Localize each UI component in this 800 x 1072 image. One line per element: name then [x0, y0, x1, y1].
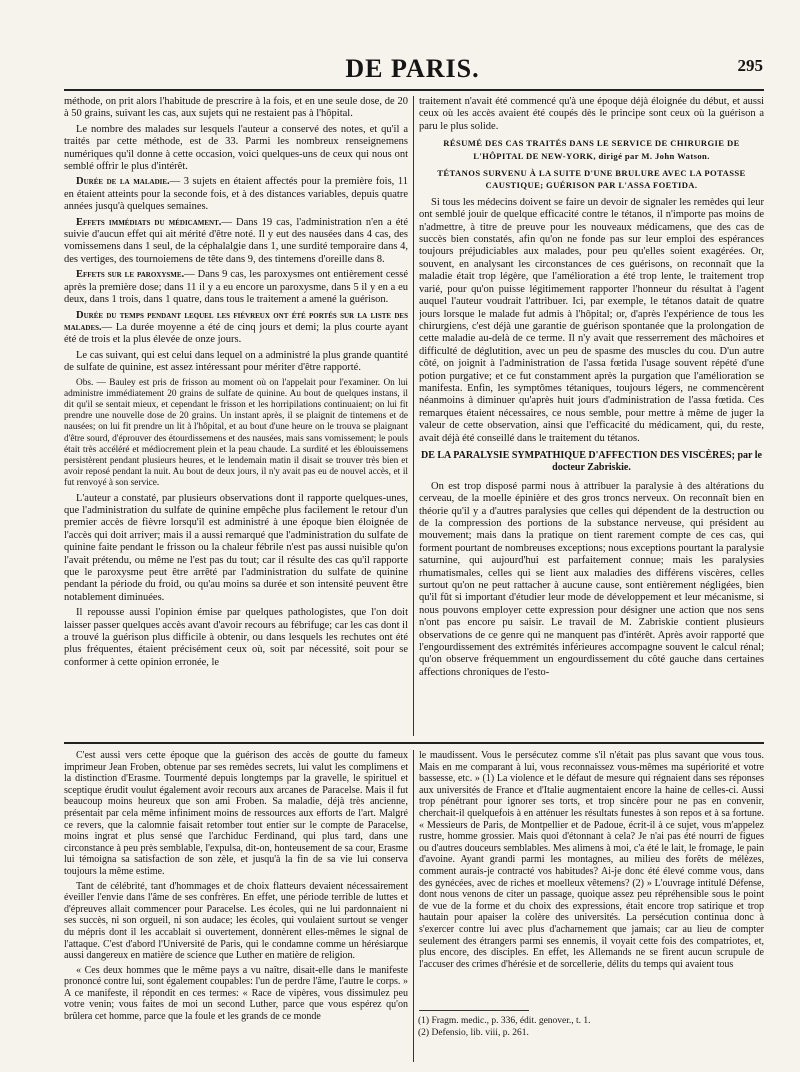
paragraph: Le cas suivant, qui est celui dans lequel on a administré la plus grande quantité de sulfate de quinine, est assez intéressant pour mériter d'être rapporté.: [64, 349, 408, 374]
paragraph-label: Durée du temps pendant lequel les fiévreux ont été portés sur la liste des malades.: [64, 309, 408, 333]
paragraph: Si tous les médecins doivent se faire un devoir de signaler les remèdes qui leur ont semblé jouir de quelque efficacité contre le tétanos, il n'importe pas moins de n'admettre, à titre de preuve pour les nouveaux médicamens, que des cas de succès bien constatés, afin qu'on ne fonde pas sur leur emploi des espérances toujours préjudiciables aux malades, pour peu qu'elles soient exagérées. Or, souvent, en analysant les circonstances de ces guérisons, on reconnaît que la maladie était trop légère, que l'amélioration a été trop lente, le traitement trop varié, pour qu'on puisse légitimement rapporter l'honneur du résultat à l'agent auquel l'auteur voudrait l'attribuer. Ici, par exemple, le tétanos datait de quatre jours lorsque le malade fut admis à l'hôpital; or, d'après l'expérience de tous les chirurgiens, c'est déjà une garantie de guérison spontanée que la prolongation de cette maladie au-delà de ce terme. Il n'y avait que resserrement des mâchoires et difficulté de déglutition, avec un peu de spasme des muscles du cou. D'un autre côté, on joignit à l'administration de l'assa fœtida l'usage souvent répété d'une potion purgative; et ce fut constamment après la purgation que l'amélioration se manifesta. Enfin, les symptômes tétaniques, toujours légers, ne commencèrent néanmoins à diminuer qu'après huit jours d'administration de l'assa fœtida. Ces remarques étaient nécessaires, ce nous semble, pour mettre à même de juger la valeur de cette observation, ainsi que l'efficacité du médicament, qui, du reste, avait déjà été conseillé dans le traitement du tétanos.: [419, 196, 764, 444]
page-number: 295: [737, 56, 763, 75]
right-column: [419, 96, 764, 736]
paragraph: Le nombre des malades sur lesquels l'auteur a conservé des notes, et qu'il a traités par cette méthode, est de 33. Parmi les nombreux renseignemens numériques qu'il donne à cette occasion, voici quelques-uns de ceux qui nous ont semblé offrir le plus d'intérêt.: [64, 123, 408, 173]
paragraph: — Dans 19 cas, l'administration n'en a été suivie d'aucun effet qui ait mérité d'être noté. Il y eut des nausées dans 4 cas, des vomissemens dans 1 seul, de la céphalalgie dans 1, une surdité temporaire dans 4, des vertiges, des tournoiemens de tête dans 9, des tintemens d'oreille dans 8.: [64, 216, 408, 265]
paragraph: L'auteur a constaté, par plusieurs observations dont il rapporte quelques-unes, que l'administration du sulfate de quinine empêche plus facilement le retour d'un premier accès de fièvre lorsqu'il est administré à une époque bien éloignée de l'accès qui doit arriver; mais il a aussi remarqué que l'administration du sulfate de quinine faite pendant le frisson ou la chaleur fébrile n'est pas aussi nuisible qu'on l'avait prétendu, ou même ne l'est pas du tout; car il résulte des cas qu'il rapporte que le paroxysme peut être arrêté par l'administration du sulfate de quinine pendant la période du froid, ou qu'au moins sa durée et son intensité peuvent être notablement diminuées.: [64, 492, 408, 603]
paragraph: traitement n'avait été commencé qu'à une époque déjà éloignée du début, et aussi ceux où les accès avaient été coupés dès le principe sont ceux où la guérison a paru le plus solide.: [419, 96, 764, 132]
feuilleton-right-column: [419, 750, 764, 1005]
left-column: [64, 96, 408, 736]
paragraph: Tant de célébrité, tant d'hommages et de choix flatteurs devaient nécessairement éveiller l'envie dans l'âme de ses confrères. En effet, une période terrible de luttes et d'épreuves allait commencer pour Paracelse. Les écoles, qui ne lui pardonnaient ni ses succès, ni son orgueil, ni son audace; les écoles, qui voulaient surtout se venger du mépris dont il les accablait si ouvertement, donnèrent elles-mêmes le signal de l'attaque. C'est d'abord l'Université de Paris, qui le condamne comme un hérésiarque aussi dangereux en matière de science que Luther en matière de religion.: [64, 880, 408, 962]
paragraph: « Ces deux hommes que le même pays a vu naître, disait-elle dans le manifeste prononcé contre lui, sont également coupables: l'un de perdre l'âme, l'autre le corps. » A ce manifeste, il répondit en ces termes: « Race de vipères, vous dissimulez peu votre venin; vous faites de moi un second Luther, parce que vous espérez qu'on brûlera cet homme, parce que la foule et les grands de ce monde: [64, 964, 408, 1023]
page-title: DE PARIS.: [345, 54, 480, 83]
paragraph: — Dans 9 cas, les paroxysmes ont entièrement cessé après la première dose; dans 11 il y a eu encore un paroxysme, dans 5 il y en a eu deux, dans 1 trois, dans 1 quatre, dans tous le traitement a amené la guérison.: [64, 269, 408, 306]
feuilleton-rule: [64, 742, 764, 744]
footnote-rule: [419, 1010, 529, 1011]
paragraph: — 3 sujets en étaient affectés pour la première fois, 11 en étaient atteints pour la seconde fois, et à des distances variables, depuis quatre années jusqu'à quelques semaines.: [64, 176, 408, 213]
footnote: (1) Fragm. medic., p. 336, édit. genover., t. 1.: [418, 1016, 591, 1026]
paragraph: — La durée moyenne a été de cinq jours et demi; la plus courte ayant été de trois et la plus élevée de onze jours.: [64, 321, 408, 346]
paragraph: Il repousse aussi l'opinion émise par quelques pathologistes, que l'on doit laisser passer quelques accès avant d'avoir recours au fébrifuge; car les cas dont il a trouvé la guérison plus difficile à obtenir, ou dans lesquels les rechutes ont été plus fréquentes, étaient précisément ceux où, soit par nécessité, soit pour se conformer à cette opinion erronée, le: [64, 607, 408, 668]
paragraph-label: Effets sur le paroxysme.: [76, 269, 185, 281]
page-header: [60, 48, 765, 88]
header-rule: [64, 89, 764, 91]
column-divider: [413, 96, 414, 736]
paragraph: le maudissent. Vous le persécutez comme s'il n'était pas plus savant que vous tous. Mais en me comparant à lui, vous reconnaissez vous-mêmes ma supériorité et votre bassesse, etc. » (1) La violence et le défaut de mesure qui régnaient dans ses réponses aux universités de France et d'Italie augmentaient encore la haine de celles-ci. Aussi trop pénétrant pour ignorer ses torts, et trop sincère pour ne pas en convenir, cherchait-il quelquefois à en atténuer les résultats funestes à son repos et à sa fortune. « Messieurs de Paris, de Montpellier et de Padoue, écrit-il à ce sujet, vous m'appelez rustre, homme grossier. Mais quoi d'étonnant à cela? Je n'ai pas été nourri de figues ou d'autres douceurs semblables. Mes alimens à moi, c'a été le lait, le fromage, le pain d'avoine. Ayant grandi parmi les montagnes, au milieu des forêts de mélèzes, comment aurais-je contracté vos habitudes? Ai-je donc été élevé comme vous, dans des gynécées, avec de riches et moelleux vêtemens? (2) » L'ouvrage intitulé Défense, dont nous venons de citer un passage, quoique assez peu répréhensible sous le point de vue de la forme et du choix des expressions, était encore trop satirique et trop hautain pour apaiser la colère des universités. La persécution continua donc à s'exercer contre lui avec plus d'acharnement que jamais; car au lieu de compter seulement des étrangers parmi ses ennemis, il voyait cette fois des compatriotes, et, plus encore, des disciples. En effet, les Allemands ne se firent aucun scrupule de l'accuser des crimes d'hérésie et de sorcellerie, délits du temps qui avaient tous: [419, 750, 764, 970]
paragraph: On est trop disposé parmi nous à attribuer la paralysie à des altérations du cerveau, de la moelle épinière et des gros troncs nerveux. On reconnaît bien en théorie qu'il y a d'autres paralysies que celles qui dépendent de la destruction ou de la compression des portions de la substance nerveuse, qui président au mouvement; mais dans la pratique on tient rarement compte de ces cas, qui forment pourtant de nombreuses exceptions; nous exceptions pourtant la paralysie saturnine, qui aujourd'hui est parfaitement connue; mais les paralysies rhumatismales, celles qui se lient aux maladies des différens viscères, celles surtout qu'on ne peut rattacher à aucune cause, sont entièrement négligées, bien qu'il fût si important d'étudier leur mode de développement et leur mécanisme, si nous pouvons employer cette expression pour désigner une action que nos sens n'ont pas encore pu saisir. Le travail de M. Zabriskie contient plusieurs observations de ce genre qui ne manquent pas d'intérêt. Après avoir rapporté que l'engourdissement des extrémités inférieures accompagne souvent le calcul rénal; qu'on observe fréquemment un engourdissement du côté gauche dans certaines affections chroniques de l'esto-: [419, 480, 764, 678]
observation: Obs. — Bauley est pris de frisson au moment où on l'appelait pour l'examiner. On lui administre immédiatement 20 grains de sulfate de quinine. Au bout de quelques instans, il dit qu'il se sentait mieux, et cependant le frisson et les horripilations continuaient; on lui fit prendre une nouvelle dose de 20 grains. Un instant après, il se plaignit de tintemens et de nausées; on lui fit prendre un lit à l'hôpital, et au bout d'une heure on le trouva se plaignant d'être sourd, d'éprouver des étourdissemens et des nausées, mais sans vomissement; le pouls était très accéléré et médiocrement plein et la peau chaude. La surdité et les éblouissemens persistèrent pendant plusieurs heures, et le lendemain matin il disait se trouver très bien et avoir reposé pendant la nuit. Au bout de deux jours, il n'y avait pas eu de nouvel accès, et il fut renvoyé à son service.: [64, 377, 408, 489]
section-subtitle: TÉTANOS SURVENU À LA SUITE D'UNE BRULURE AVEC LA POTASSE CAUSTIQUE; GUÉRISON PAR L'ASSA FOETIDA.: [437, 168, 746, 191]
feuilleton-left-column: [64, 750, 408, 1062]
footnotes: [418, 1015, 763, 1039]
section-title: RÉSUMÉ DES CAS TRAITÉS DANS LE SERVICE DE CHIRURGIE DE L'HÔPITAL DE NEW-YORK, dirigé par M. John Watson.: [443, 138, 740, 161]
paragraph: C'est aussi vers cette époque que la guérison des accès de goutte du fameux imprimeur Jean Froben, obtenue par ses remèdes secrets, lui valut les complimens et la distinction d'Erasme. Tourmenté depuis longtemps par la gravelle, le spirituel et sceptique érudit voulut également avoir recours aux arcanes de Paracelse. Mais il fut beaucoup moins heureux que son ami Froben. Sa maladie, déjà très ancienne, présentait par cela même infiniment moins de ressources aux efforts de l'art. Malgré ce revers, que la calomnie faisait retomber tout entier sur le compte de Paracelse, moins ingrat et plus sensé que l'archiduc Ferdinand, qui plus tard, dans une circonstance à peu près semblable, l'expulsa, dit-on, honteusement de sa cour, Erasme lui témoigna sa satisfaction de son zèle, et jusqu'à la fin de sa vie lui conserva toujours la même estime.: [64, 750, 408, 877]
section-title: DE LA PARALYSIE SYMPATHIQUE D'AFFECTION DES VISCÈRES; par le docteur Zabriskie.: [421, 449, 762, 474]
column-divider: [413, 750, 414, 1062]
paragraph-label: Durée de la maladie.: [76, 176, 170, 188]
footnote: (2) Defensio, lib. viii, p. 261.: [418, 1028, 529, 1038]
paragraph: méthode, on prit alors l'habitude de prescrire à la fois, et en une seule dose, de 20 à 50 grains, suivant les cas, aux sujets qui ne restaient pas à l'hôpital.: [64, 96, 408, 120]
paragraph-label: Effets immédiats du médicament.: [76, 216, 222, 228]
